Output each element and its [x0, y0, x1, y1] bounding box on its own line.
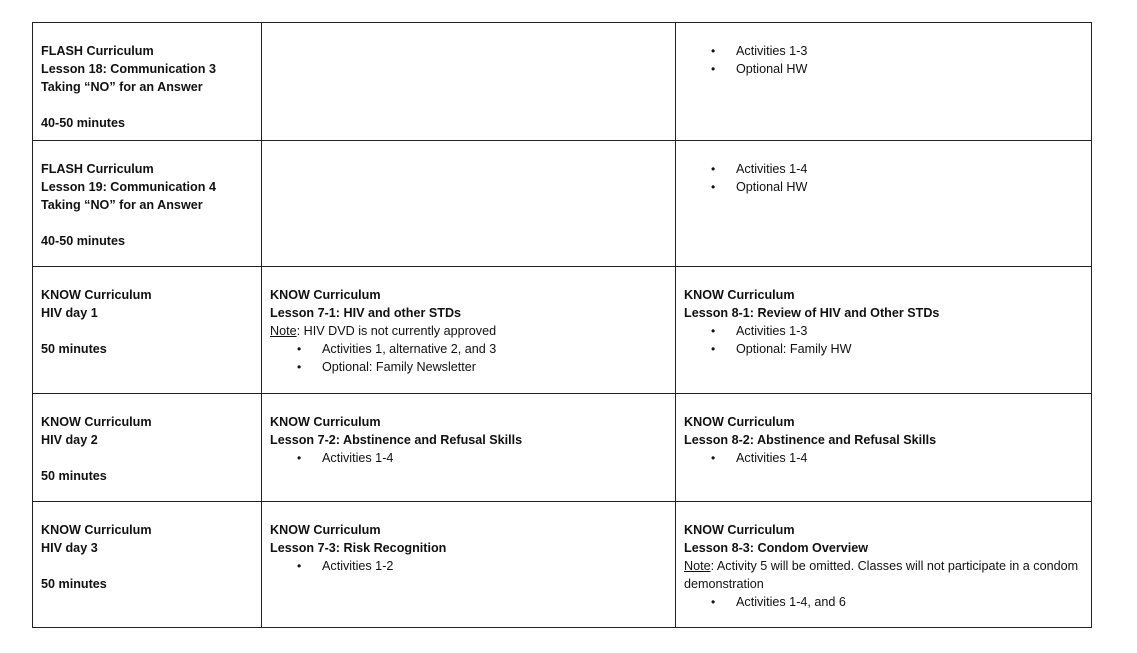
lesson-title: HIV day 1 — [41, 306, 98, 320]
lesson-title: Lesson 7-3: Risk Recognition — [270, 541, 447, 555]
note-text: : HIV DVD is not currently approved — [296, 324, 497, 338]
middle-cell — [262, 23, 676, 141]
table-row — [33, 394, 1092, 502]
duration: 40-50 minutes — [41, 234, 125, 248]
lesson-subtitle: Taking “NO” for an Answer — [41, 80, 203, 94]
table-row — [33, 267, 1092, 394]
session-cell — [33, 23, 262, 141]
activity-list — [684, 593, 1083, 611]
lesson-title: Lesson 18: Communication 3 — [41, 62, 216, 76]
list-item: • Optional HW — [736, 60, 1083, 78]
session-cell — [33, 394, 262, 502]
activity-list — [270, 557, 667, 575]
activity-list — [270, 340, 667, 376]
list-item: • Activities 1-3 — [736, 322, 1083, 340]
curriculum-name: KNOW Curriculum — [684, 523, 795, 537]
right-cell — [676, 267, 1092, 394]
duration: 50 minutes — [41, 342, 107, 356]
activity-list — [684, 42, 1083, 78]
middle-cell — [262, 394, 676, 502]
lesson-title: Lesson 19: Communication 4 — [41, 180, 216, 194]
curriculum-name: KNOW Curriculum — [270, 523, 381, 537]
lesson-title: Lesson 8-1: Review of HIV and Other STDs — [684, 306, 940, 320]
lesson-title: Lesson 7-1: HIV and other STDs — [270, 306, 462, 320]
lesson-title: HIV day 3 — [41, 541, 98, 555]
table-row — [33, 23, 1092, 141]
list-item: • Activities 1-4 — [736, 160, 1083, 178]
curriculum-name: FLASH Curriculum — [41, 162, 154, 176]
duration: 50 minutes — [41, 469, 107, 483]
table-row — [33, 141, 1092, 267]
activity-list — [684, 322, 1083, 358]
activity-list — [684, 449, 1083, 467]
session-cell — [33, 267, 262, 394]
list-item: • Activities 1-4 — [322, 449, 667, 467]
activity-list — [270, 449, 667, 467]
note-text: : Activity 5 will be omitted. Classes will not participate in a condom demonstration — [684, 559, 1079, 591]
middle-cell — [262, 267, 676, 394]
list-item: • Optional HW — [736, 178, 1083, 196]
right-cell — [676, 394, 1092, 502]
list-item: • Activities 1-4, and 6 — [736, 593, 1083, 611]
list-item: • Optional: Family Newsletter — [322, 358, 667, 376]
note — [270, 322, 667, 340]
middle-cell — [262, 141, 676, 267]
lesson-title: Lesson 7-2: Abstinence and Refusal Skills — [270, 433, 523, 447]
activity-list — [684, 160, 1083, 196]
list-item: • Optional: Family HW — [736, 340, 1083, 358]
lesson-title: HIV day 2 — [41, 433, 98, 447]
curriculum-name: KNOW Curriculum — [41, 415, 152, 429]
right-cell — [676, 502, 1092, 628]
curriculum-name: KNOW Curriculum — [684, 288, 795, 302]
list-item: • Activities 1-2 — [322, 557, 667, 575]
session-cell — [33, 502, 262, 628]
note-label: Note — [270, 324, 297, 338]
lesson-title: Lesson 8-3: Condom Overview — [684, 541, 869, 555]
duration: 50 minutes — [41, 577, 107, 591]
curriculum-name: KNOW Curriculum — [684, 415, 795, 429]
list-item: • Activities 1, alternative 2, and 3 — [322, 340, 667, 358]
table-row — [33, 502, 1092, 628]
right-cell — [676, 23, 1092, 141]
list-item: • Activities 1-4 — [736, 449, 1083, 467]
curriculum-name: KNOW Curriculum — [41, 288, 152, 302]
lesson-title: Lesson 8-2: Abstinence and Refusal Skills — [684, 433, 937, 447]
curriculum-name: KNOW Curriculum — [270, 415, 381, 429]
middle-cell — [262, 502, 676, 628]
curriculum-name: KNOW Curriculum — [41, 523, 152, 537]
lesson-subtitle: Taking “NO” for an Answer — [41, 198, 203, 212]
curriculum-table — [32, 22, 1092, 628]
list-item: • Activities 1-3 — [736, 42, 1083, 60]
note — [684, 557, 1083, 593]
session-cell — [33, 141, 262, 267]
duration: 40-50 minutes — [41, 116, 125, 130]
right-cell — [676, 141, 1092, 267]
curriculum-name: FLASH Curriculum — [41, 44, 154, 58]
curriculum-name: KNOW Curriculum — [270, 288, 381, 302]
note-label: Note — [684, 559, 711, 573]
